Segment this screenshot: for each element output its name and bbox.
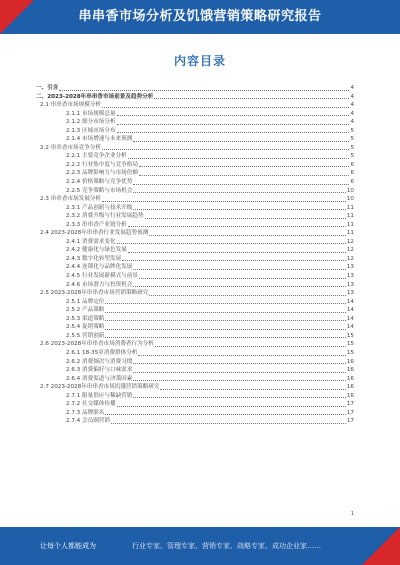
toc-entry-page: 13 xyxy=(346,290,354,297)
toc-leader-dots xyxy=(105,328,345,330)
toc-leader-dots xyxy=(139,165,349,167)
toc-entry-label: 2.7.4 会员制营销 xyxy=(66,418,110,425)
toc-entry[interactable] xyxy=(36,358,354,367)
toc-entry-label: 2.4.4 连锁化与品牌化发展 xyxy=(66,264,133,271)
toc-leader-dots xyxy=(117,131,350,133)
toc-entry-label: 2.1.4 市场增速与未来预测 xyxy=(66,136,133,143)
toc-leader-dots xyxy=(133,191,346,193)
toc-entry-label: 2.4.3 数字化转型发展 xyxy=(66,255,122,262)
toc-leader-dots xyxy=(111,422,346,424)
toc-entry-page: 4 xyxy=(350,93,354,100)
toc-entry-label: 2.1.3 区域市场分布 xyxy=(66,127,116,134)
toc-entry[interactable] xyxy=(36,255,354,264)
toc-leader-dots xyxy=(59,89,349,91)
toc-leader-dots xyxy=(102,148,349,150)
toc-entry-label: 2.7.1 限量供应与稀缺营销 xyxy=(66,392,133,399)
toc-entry-label: 2.2.5 竞争策略与市场机会 xyxy=(66,187,133,194)
toc-entry-label: 2.2.2 行业集中度与竞争格局 xyxy=(66,161,138,168)
toc-entry[interactable] xyxy=(36,84,354,93)
toc-entry[interactable] xyxy=(36,340,354,349)
toc-leader-dots xyxy=(122,259,346,261)
toc-leader-dots xyxy=(117,242,346,244)
toc-entry[interactable] xyxy=(36,118,354,127)
toc-entry-label: 2.5.4 促销策略 xyxy=(66,324,105,331)
toc-entry-page: 16 xyxy=(346,367,354,374)
toc-leader-dots xyxy=(149,294,346,296)
toc-entry[interactable] xyxy=(36,417,354,426)
toc-leader-dots xyxy=(105,311,345,313)
toc-leader-dots xyxy=(117,123,350,125)
toc-entry-page: 13 xyxy=(346,273,354,280)
toc-entry-page: 10 xyxy=(346,187,354,194)
toc-entry[interactable] xyxy=(36,110,354,119)
toc-entry-label: 2.6 2023-2028年串串香市场消费者行为分析 xyxy=(40,341,154,348)
toc-entry-page: 13 xyxy=(346,281,354,288)
toc-entry[interactable] xyxy=(36,272,354,281)
toc-entry-page: 12 xyxy=(346,255,354,262)
toc-leader-dots xyxy=(133,268,346,270)
toc-entry-page: 11 xyxy=(346,213,354,220)
toc-entry-label: 2.2.1 主要竞争企业分析 xyxy=(66,153,127,160)
toc-entry-label: 2.4.1 消费需求变化 xyxy=(66,238,116,245)
toc-entry[interactable] xyxy=(36,187,354,196)
toc-entry-page: 14 xyxy=(346,298,354,305)
toc-leader-dots xyxy=(105,302,345,304)
toc-leader-dots xyxy=(154,97,349,99)
toc-entry-page: 15 xyxy=(346,349,354,356)
toc-leader-dots xyxy=(105,413,345,415)
toc-entry[interactable] xyxy=(36,298,354,307)
toc-entry-label: 2.4.5 行业发展新模式与前景 xyxy=(66,273,138,280)
toc-entry-page: 16 xyxy=(346,375,354,382)
header-title: 串串香市场分析及饥饿营销策略研究报告 xyxy=(78,9,322,24)
footer-slogan-left: 让每个人都能成为 xyxy=(40,542,96,550)
toc-entry-page: 14 xyxy=(346,324,354,331)
toc-entry-label: 2.2 串串香市场竞争分析 xyxy=(40,144,102,151)
toc-entry-label: 2.4.2 健康化与绿色发展 xyxy=(66,247,127,254)
toc-leader-dots xyxy=(133,208,346,210)
toc-entry-page: 17 xyxy=(346,409,354,416)
toc-entry-page: 11 xyxy=(346,221,354,228)
page-number: 1 xyxy=(350,511,354,517)
footer-red-corner xyxy=(362,527,400,565)
toc-leader-dots xyxy=(102,106,349,108)
toc-entry-label: 2.5.2 产品策略 xyxy=(66,307,105,314)
toc-entry-page: 14 xyxy=(346,315,354,322)
toc-entry-label: 2.3.2 消费升级与行业发展趋势 xyxy=(66,213,144,220)
toc-entry-page: 12 xyxy=(346,238,354,245)
toc-entry-page: 15 xyxy=(346,341,354,348)
toc-entry[interactable] xyxy=(36,161,354,170)
toc-entry-label: 二、2023-2028年串串香市场前景及趋势分析 xyxy=(36,93,154,100)
toc-entry-label: 2.3.3 串串香产业链分析 xyxy=(66,221,127,228)
toc-entry-page: 4 xyxy=(350,85,354,91)
toc-leader-dots xyxy=(128,251,346,253)
toc-entry[interactable] xyxy=(36,221,354,230)
footer-bar xyxy=(0,527,400,565)
toc-entry[interactable] xyxy=(36,323,354,332)
toc-leader-dots xyxy=(105,336,345,338)
toc-entry-label: 2.6.1 18-35岁消费群体分析 xyxy=(66,349,138,356)
toc-leader-dots xyxy=(138,354,345,356)
toc-entry-label: 2.7 2023-2028年串串香市场饥饿营销策略研究 xyxy=(40,384,160,391)
toc-entry-label: 2.7.3 品牌联名 xyxy=(66,409,105,416)
toc-entry-page: 14 xyxy=(346,307,354,314)
toc-entry[interactable] xyxy=(36,144,354,153)
toc-entry[interactable] xyxy=(36,93,354,102)
header-bar xyxy=(0,0,400,34)
toc-entry-label: 2.1 串串香市场规模分析 xyxy=(40,102,102,109)
toc-entry-page: 5 xyxy=(350,136,354,143)
toc-leader-dots xyxy=(155,345,346,347)
toc-entry[interactable] xyxy=(36,101,354,110)
toc-leader-dots xyxy=(133,396,346,398)
toc-entry[interactable] xyxy=(36,135,354,144)
toc-entry-page: 5 xyxy=(350,153,354,160)
toc-leader-dots xyxy=(133,371,346,373)
toc-leader-dots xyxy=(133,362,346,364)
toc-entry[interactable] xyxy=(36,315,354,324)
toc-entry-label: 2.4 2023-2028年串串香行业发展趋势预测 xyxy=(40,230,149,237)
toc-entry[interactable] xyxy=(36,152,354,161)
toc-leader-dots xyxy=(133,285,346,287)
toc-entry-page: 4 xyxy=(350,102,354,109)
toc-entry[interactable] xyxy=(36,349,354,358)
toc-leader-dots xyxy=(149,234,346,236)
toc-entry-page: 15 xyxy=(346,332,354,339)
toc-entry-page: 17 xyxy=(346,418,354,425)
toc-entry-page: 13 xyxy=(346,264,354,271)
toc-entry-label: 2.7.2 社交媒体传播 xyxy=(66,401,116,408)
toc-heading: 内容目录 xyxy=(173,54,226,68)
toc-entry[interactable] xyxy=(36,400,354,409)
toc-entry[interactable] xyxy=(36,263,354,272)
toc-entry-label: 2.4.6 市场潜力与投资机会 xyxy=(66,281,133,288)
toc-leader-dots xyxy=(160,388,345,390)
toc-entry-page: 6 xyxy=(350,161,354,168)
toc-entry-label: 2.3.1 产品创新与技术升级 xyxy=(66,204,133,211)
toc-entry-label: 2.1.1 市场规模总量 xyxy=(66,110,116,117)
toc-entry-label: 一、引言 xyxy=(36,85,59,91)
toc-leader-dots xyxy=(133,140,349,142)
toc-entry[interactable] xyxy=(36,204,354,213)
toc-entry[interactable] xyxy=(36,229,354,238)
toc-entry[interactable] xyxy=(36,246,354,255)
toc-entry[interactable] xyxy=(36,289,354,298)
toc-leader-dots xyxy=(102,200,346,202)
toc-entry-page: 6 xyxy=(350,179,354,186)
toc-entry[interactable] xyxy=(36,375,354,384)
toc-entry[interactable] xyxy=(36,392,354,401)
toc-leader-dots xyxy=(133,379,346,381)
toc-entry-page: 16 xyxy=(346,384,354,391)
toc-entry-label: 2.2.4 价格策略与竞争优势 xyxy=(66,179,133,186)
toc-entry-label: 2.3 串串香市场发展分析 xyxy=(40,196,102,203)
toc-entry-page: 16 xyxy=(346,392,354,399)
toc-entry-label: 2.5 2023-2028年串串香市场营销策略研究 xyxy=(40,290,149,297)
toc-entry[interactable] xyxy=(36,383,354,392)
table-of-contents xyxy=(36,84,354,426)
toc-leader-dots xyxy=(128,225,346,227)
toc-entry[interactable] xyxy=(36,169,354,178)
toc-entry[interactable] xyxy=(36,195,354,204)
toc-entry[interactable] xyxy=(36,238,354,247)
toc-entry[interactable] xyxy=(36,366,354,375)
toc-entry-label: 2.5.5 营销创新 xyxy=(66,332,105,339)
toc-leader-dots xyxy=(139,174,349,176)
toc-entry-label: 2.2.3 品牌影响力与市场份额 xyxy=(66,170,138,177)
toc-entry[interactable] xyxy=(36,127,354,136)
toc-entry[interactable] xyxy=(36,409,354,418)
toc-entry-page: 5 xyxy=(350,144,354,151)
toc-entry[interactable] xyxy=(36,281,354,290)
toc-entry-page: 10 xyxy=(346,196,354,203)
toc-entry-label: 2.6.4 消费渠道与决策因素 xyxy=(66,375,133,382)
toc-entry-page: 17 xyxy=(346,401,354,408)
toc-leader-dots xyxy=(117,405,346,407)
toc-entry-page: 4 xyxy=(350,110,354,117)
toc-entry-page: 12 xyxy=(346,247,354,254)
toc-entry-label: 2.6.3 消费偏好与口味需求 xyxy=(66,367,133,374)
toc-entry-label: 2.6.2 消费频次与消费习惯 xyxy=(66,358,133,365)
toc-entry-label: 2.1.2 细分市场分析 xyxy=(66,119,116,126)
toc-entry-page: 11 xyxy=(346,230,354,237)
toc-leader-dots xyxy=(117,114,350,116)
toc-entry[interactable] xyxy=(36,332,354,341)
toc-entry-label: 2.5.1 品牌定位 xyxy=(66,298,105,305)
toc-entry-page: 16 xyxy=(346,358,354,365)
footer-slogan-right: 行业专家、管理专家、营销专家、战略专家、成功企业家…… xyxy=(132,542,321,550)
toc-leader-dots xyxy=(128,157,350,159)
toc-leader-dots xyxy=(133,183,349,185)
toc-entry-page: 6 xyxy=(350,170,354,177)
toc-entry[interactable] xyxy=(36,178,354,187)
toc-entry[interactable] xyxy=(36,212,354,221)
toc-leader-dots xyxy=(139,277,346,279)
toc-entry-page: 4 xyxy=(350,119,354,126)
toc-leader-dots xyxy=(105,319,345,321)
toc-entry-label: 2.5.3 渠道策略 xyxy=(66,315,105,322)
toc-entry-page: 11 xyxy=(346,204,354,211)
toc-leader-dots xyxy=(145,217,346,219)
toc-entry[interactable] xyxy=(36,306,354,315)
toc-entry-page: 5 xyxy=(350,127,354,134)
